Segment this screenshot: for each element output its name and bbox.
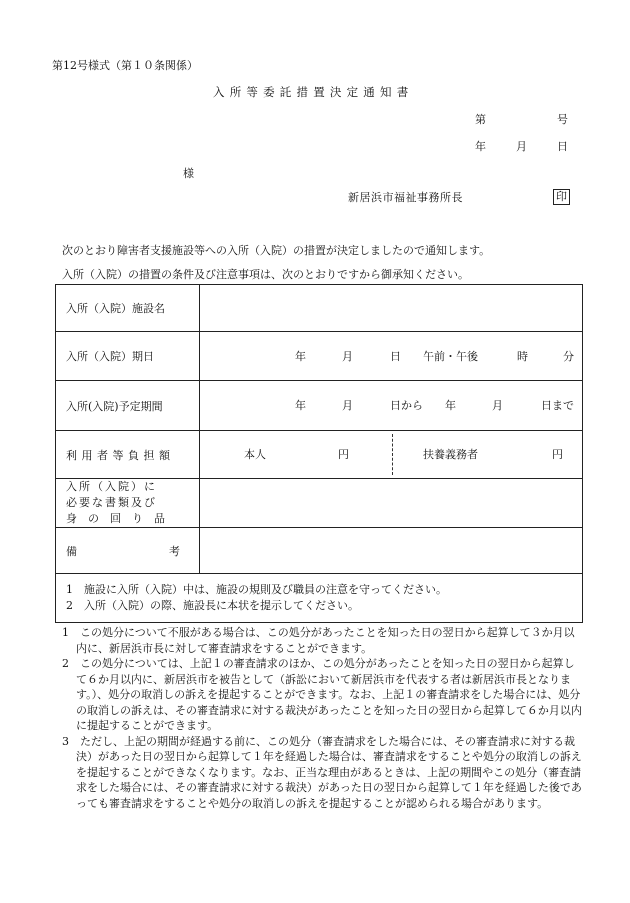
entry-minute: 分	[563, 350, 574, 363]
items-label-line-2: 必要な書類及び	[66, 496, 157, 509]
conditions-cell	[56, 574, 583, 623]
addressee-suffix: 様	[183, 167, 194, 180]
issuer-name: 新居浜市福祉事務所長	[348, 191, 463, 204]
burden-supporter-unit: 円	[552, 448, 563, 461]
remarks-label	[56, 528, 200, 574]
burden-self-unit: 円	[338, 448, 349, 461]
form-number: 第12号様式（第１０条関係）	[52, 59, 198, 72]
burden-label: 利用者等負担額	[56, 431, 200, 479]
remarks-value[interactable]	[200, 528, 583, 574]
date-day: 日	[557, 140, 568, 153]
burden-row	[56, 431, 583, 479]
period-year-1: 年	[295, 399, 306, 412]
burden-value[interactable]	[200, 431, 583, 479]
facility-label: 入所（入院）施設名	[56, 285, 200, 332]
note-1: 1 この処分について不服がある場合は、この処分があったことを知った日の翌日から起算して３か月以内に、新居浜市長に対して審査請求をすることができます。	[62, 626, 575, 655]
date-value[interactable]	[200, 332, 583, 381]
date-year: 年	[475, 140, 486, 153]
period-from: 日から	[390, 399, 423, 412]
condition-1: 1 施設に入所（入院）中は、施設の規則及び職員の注意を守ってください。	[66, 583, 447, 596]
notice-table	[55, 284, 583, 623]
condition-2: 2 入所（入院）の際、施設長に本状を提示してください。	[66, 599, 359, 612]
date-month: 月	[516, 140, 527, 153]
remarks-label-1: 備	[66, 545, 77, 558]
period-row	[56, 381, 583, 431]
period-to: 日まで	[541, 399, 574, 412]
items-label-line-3: 身の回り品	[66, 512, 176, 525]
items-label-line-1: 入所（入院）に	[66, 480, 157, 493]
document-title: 入所等委託措置決定通知書	[213, 85, 414, 99]
note-3: 3 ただし、上記の期間が経過する前に、この処分（審査請求をした場合には、その審査請求に対する裁決）があった日の翌日から起算して１年を経過した場合は、審査請求をすることや処分の取消しの訴えを提起することができなくなります。なお、正当な理由があるときは、上記の期間やこの処分（審査請求をした場合には、その審査請求に対する裁決）があった日の翌日から起算して１年を経過した後であっても審査請求をすることや処分の取消しの訴えを提起することが認められる場合があります。	[62, 734, 582, 810]
number-prefix: 第	[475, 113, 486, 126]
period-year-2: 年	[445, 399, 456, 412]
items-value[interactable]	[200, 479, 583, 528]
remarks-label-2: 考	[169, 545, 180, 558]
burden-supporter-label: 扶養義務者	[423, 448, 478, 461]
seal-mark: 印	[553, 189, 570, 205]
entry-hour: 時	[517, 350, 528, 363]
intro-line-2: 入所（入院）の措置の条件及び注意事項は、次のとおりですから御承知ください。	[62, 268, 469, 281]
items-label	[56, 479, 200, 528]
items-row	[56, 479, 583, 528]
facility-value[interactable]	[200, 285, 583, 332]
period-label: 入所(入院)予定期間	[56, 381, 200, 431]
entry-day: 日	[390, 350, 401, 363]
appeal-notes	[62, 625, 584, 811]
date-row	[56, 332, 583, 381]
period-value[interactable]	[200, 381, 583, 431]
date-label: 入所（入院）期日	[56, 332, 200, 381]
period-month-2: 月	[492, 399, 503, 412]
conditions-row	[56, 574, 583, 623]
entry-ampm: 午前・午後	[423, 350, 478, 363]
entry-year: 年	[295, 350, 306, 363]
period-month-1: 月	[342, 399, 353, 412]
burden-self-label: 本人	[244, 448, 266, 461]
number-suffix: 号	[557, 113, 568, 126]
facility-row	[56, 285, 583, 332]
remarks-row	[56, 528, 583, 574]
note-2: 2 この処分については、上記１の審査請求のほか、この処分があったことを知った日の翌日から起算して６か月以内に、新居浜市を被告として（訴訟において新居浜市を代表する者は新居浜市長となります。）、処分の取消しの訴えを提起することができます。なお、上記１の審査請求をした場合には、処分の取消しの訴えは、その審査請求に対する裁決があったことを知った日の翌日から起算して６か月以内に提起することができます。	[62, 657, 582, 732]
entry-month: 月	[342, 350, 353, 363]
intro-line-1: 次のとおり障害者支援施設等への入所（入院）の措置が決定しましたので通知します。	[62, 244, 491, 257]
burden-divider	[392, 434, 393, 475]
